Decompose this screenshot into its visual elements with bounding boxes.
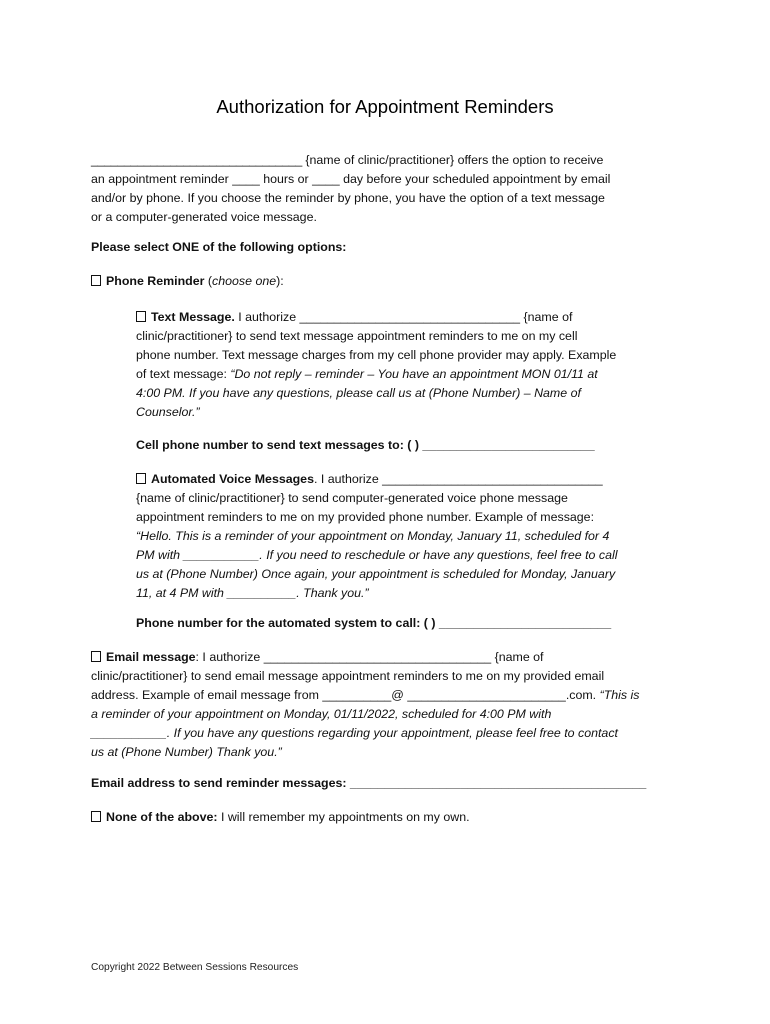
none-checkbox[interactable] xyxy=(91,811,101,822)
intro-line-2: an appointment reminder ____ hours or ____ day before your scheduled appointment by email xyxy=(91,172,611,186)
none-option: None of the above: I will remember my appointments on my own. xyxy=(91,808,686,827)
none-label: None of the above: xyxy=(106,810,218,824)
email-label: Email message xyxy=(106,650,196,664)
text-message-label: Text Message. xyxy=(151,310,235,324)
intro-paragraph xyxy=(91,151,686,227)
text-message-option: Text Message. I authorize ________________________________ {name of clinic/practitioner} to send text message appointment reminders to me on my cell phone number. Text message charges from my cell phone provider may apply. Example of text message: “Do not reply – reminder – You have an appointment MON 01/11 at 4:00 PM. If you have any questions, please call us at (Phone Number) – Name of Counselor.” xyxy=(136,310,617,419)
clinic-name-blank[interactable]: ________________________________ xyxy=(91,153,302,167)
email-option: Email message: I authorize _________________________________ {name of clinic/practitioner} to send email message appointment reminders to me on my provided email address. Example of email message from __________@ _______________________.com. “This is a reminder of your appointment on Monday, 01/11/2022, scheduled for 4:00 PM with ___________. If you have any questions regarding your appointment, please feel free to contact us at (Phone Number) Thank you.” xyxy=(91,650,640,759)
voice-message-checkbox[interactable] xyxy=(136,473,146,484)
voice-message-label: Automated Voice Messages xyxy=(151,472,314,486)
voice-message-option: Automated Voice Messages. I authorize ________________________________ {name of clinic/practitioner} to send computer-generated voice phone message appointment reminders to me on my provided phone number. Example of message: “Hello. This is a reminder of your appointment on Monday, January 11, scheduled for 4 PM with ___________. If you need to reschedule or have any questions, feel free to call us at (Phone Number) Once again, your appointment is scheduled for Monday, January 11, at 4 PM with __________. Thank you.” xyxy=(136,472,618,600)
email-address-field[interactable]: Email address to send reminder messages: ___________________________________________ xyxy=(91,776,647,790)
automated-phone-field[interactable]: Phone number for the automated system to call: ( ) _________________________ xyxy=(136,616,612,630)
phone-reminder-label: Phone Reminder xyxy=(106,274,205,288)
select-prompt: Please select ONE of the following options: xyxy=(91,240,347,254)
text-message-checkbox[interactable] xyxy=(136,311,146,322)
intro-line-1: ________________________________ {name of clinic/practitioner} offers the option to receive xyxy=(91,153,604,167)
phone-reminder-option: Phone Reminder (choose one): xyxy=(91,272,686,291)
intro-line-4: or a computer-generated voice message. xyxy=(91,210,317,224)
cell-phone-field[interactable]: Cell phone number to send text messages to: ( ) _________________________ xyxy=(136,438,595,452)
email-checkbox[interactable] xyxy=(91,651,101,662)
page-title: Authorization for Appointment Reminders xyxy=(216,96,554,117)
copyright-footer: Copyright 2022 Between Sessions Resources xyxy=(91,962,299,973)
phone-reminder-checkbox[interactable] xyxy=(91,275,101,286)
intro-line-3: and/or by phone. If you choose the reminder by phone, you have the option of a text message xyxy=(91,191,605,205)
